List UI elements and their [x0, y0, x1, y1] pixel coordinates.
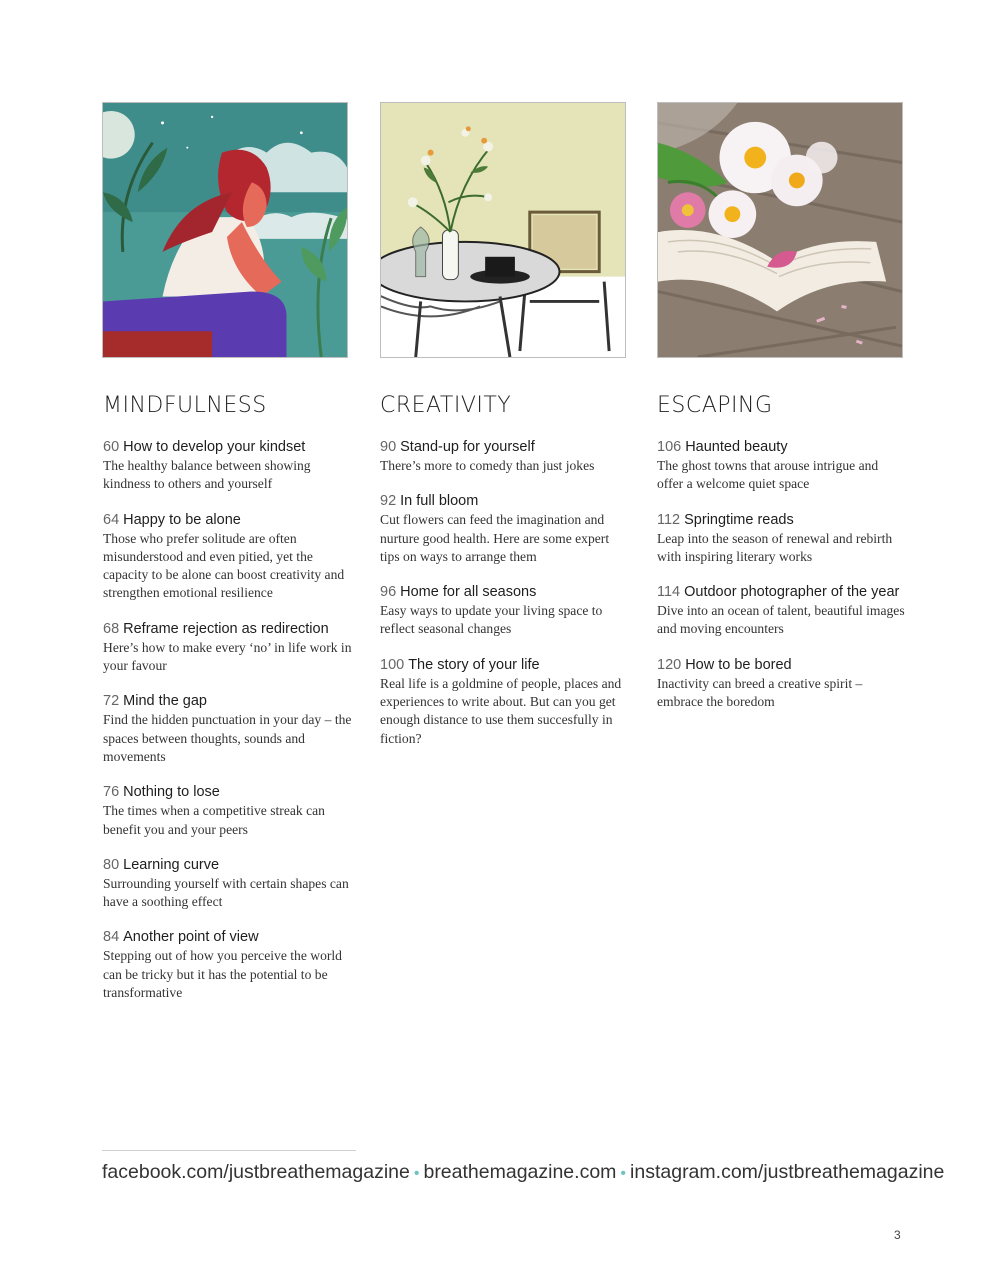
entry-heading	[380, 492, 630, 510]
toc-entry	[657, 583, 907, 639]
entry-description: Real life is a goldmine of people, places and experiences to write about. But can you get enough distance to use them succesfully in fiction?	[380, 675, 622, 746]
separator-dot: •	[620, 1165, 627, 1182]
entry-heading	[103, 928, 353, 946]
entry-heading	[657, 511, 907, 529]
entry-page-number: 96	[380, 584, 397, 601]
entry-heading	[103, 856, 353, 874]
toc-entry	[103, 928, 353, 1002]
section-title: CREATIVITY	[380, 393, 512, 418]
entry-description: The ghost towns that arouse intrigue and offer a welcome quiet space	[657, 458, 879, 492]
entry-list	[380, 438, 630, 748]
entry-description: Inactivity can breed a creative spirit – embrace the boredom	[657, 675, 863, 710]
entry-description: Leap into the season of renewal and rebirth with inspiring literary works	[657, 530, 893, 564]
entry-list	[657, 438, 907, 711]
entry-title: Reframe rejection as redirection	[123, 620, 329, 637]
entry-title: Stand-up for yourself	[400, 439, 535, 455]
toc-entry	[103, 438, 353, 494]
entry-description: Those who prefer solitude are often misunderstood and even pitied, yet the capacity to be alone can boost creativity and strengthen emotional resilience	[103, 530, 345, 601]
facebook-link[interactable]: facebook.com/justbreathemagazine	[102, 1161, 410, 1183]
entry-heading	[103, 620, 353, 638]
entry-heading	[103, 511, 353, 529]
entry-title: Mind the gap	[123, 693, 207, 710]
entry-title: How to be bored	[685, 656, 792, 673]
entry-heading	[657, 583, 907, 601]
entry-title: In full bloom	[400, 493, 479, 510]
entry-title: Happy to be alone	[123, 511, 241, 528]
entry-page-number: 76	[103, 784, 120, 801]
toc-entry	[380, 583, 630, 639]
toc-entry	[380, 656, 630, 748]
entry-description: Surrounding yourself with certain shapes can have a soothing effect	[103, 875, 349, 910]
page-number: 3	[894, 1228, 901, 1242]
footer-links	[102, 1159, 945, 1187]
entry-page-number: 100	[380, 656, 405, 673]
toc-entry	[380, 438, 630, 475]
entry-title: The story of your life	[408, 656, 540, 673]
entry-title: Springtime reads	[684, 511, 794, 528]
column-mindfulness	[103, 392, 353, 1019]
entry-page-number: 92	[380, 493, 397, 510]
section-title: MINDFULNESS	[103, 393, 267, 418]
entry-page-number: 120	[657, 656, 682, 673]
creativity-image	[380, 102, 626, 358]
toc-entry	[657, 511, 907, 567]
toc-entry	[657, 656, 907, 712]
entry-page-number: 72	[103, 693, 120, 710]
entry-description: The healthy balance between showing kindness to others and yourself	[103, 458, 311, 492]
entry-title: Haunted beauty	[685, 439, 788, 455]
escaping-image	[657, 102, 903, 358]
entry-page-number: 106	[657, 439, 682, 455]
entry-heading	[103, 783, 353, 801]
entry-heading	[657, 656, 907, 674]
entry-page-number: 84	[103, 929, 120, 946]
entry-description: Find the hidden punctuation in your day – the spaces between thoughts, sounds and movements	[103, 712, 352, 764]
entry-heading	[380, 438, 630, 456]
entry-description: Dive into an ocean of talent, beautiful images and moving encounters	[657, 603, 905, 637]
column-escaping	[657, 392, 907, 728]
entry-heading	[103, 438, 353, 456]
entry-page-number: 60	[103, 439, 120, 455]
separator-dot: •	[413, 1165, 420, 1182]
toc-entry	[103, 511, 353, 603]
entry-description: The times when a competitive streak can benefit you and your peers	[103, 803, 325, 837]
entry-heading	[657, 438, 907, 456]
toc-entry	[657, 438, 907, 494]
entry-title: Outdoor photographer of the year	[684, 584, 900, 601]
mindfulness-image	[102, 102, 348, 358]
entry-title: Learning curve	[123, 856, 220, 873]
entry-title: How to develop your kindset	[123, 439, 306, 455]
toc-entry	[103, 783, 353, 839]
entry-description: Here’s how to make every ‘no’ in life work in your favour	[103, 639, 352, 674]
entry-heading	[380, 583, 630, 601]
entry-title: Home for all seasons	[400, 584, 537, 601]
entry-page-number: 114	[657, 584, 681, 601]
instagram-link[interactable]: instagram.com/justbreathemagazine	[630, 1161, 945, 1183]
entry-description: Cut flowers can feed the imagination and nurture good health. Here are some expert tips on ways to arrange them	[380, 512, 610, 564]
entry-page-number: 68	[103, 620, 120, 637]
column-creativity	[380, 392, 630, 765]
entry-list	[103, 438, 353, 1002]
entry-page-number: 90	[380, 439, 397, 455]
toc-entry	[103, 692, 353, 766]
website-link[interactable]: breathemagazine.com	[423, 1161, 617, 1183]
section-title: ESCAPING	[657, 393, 773, 418]
toc-entry	[103, 620, 353, 676]
entry-description: Stepping out of how you perceive the world can be tricky but it has the potential to be transformative	[103, 948, 342, 1001]
entry-page-number: 64	[103, 511, 120, 528]
toc-entry	[103, 856, 353, 912]
toc-entry	[380, 492, 630, 566]
footer-divider	[102, 1150, 356, 1151]
entry-title: Another point of view	[123, 929, 259, 946]
entry-title: Nothing to lose	[123, 784, 220, 801]
entry-description: Easy ways to update your living space to reflect seasonal changes	[380, 603, 603, 637]
entry-heading	[380, 656, 630, 674]
entry-page-number: 80	[103, 856, 120, 873]
entry-page-number: 112	[657, 511, 681, 528]
entry-heading	[103, 692, 353, 710]
entry-description: There’s more to comedy than just jokes	[380, 458, 595, 473]
